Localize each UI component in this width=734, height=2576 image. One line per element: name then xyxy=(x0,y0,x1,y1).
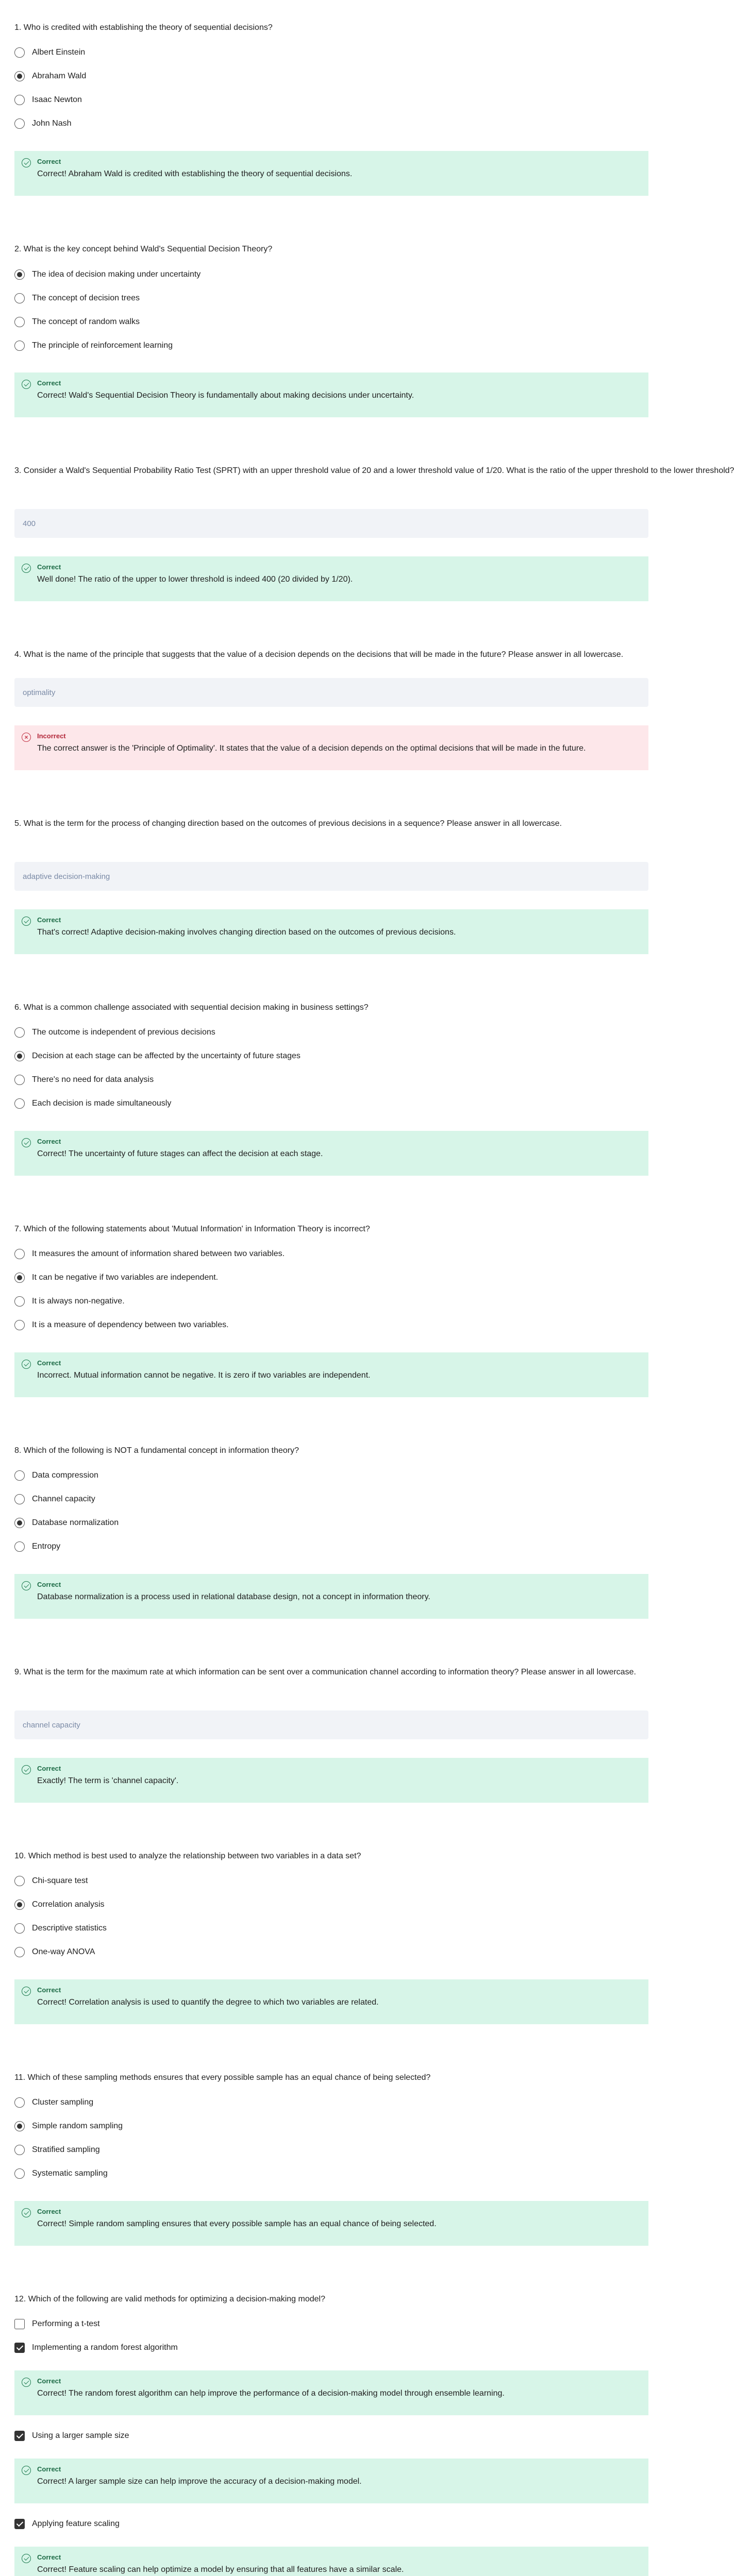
option-correlation-analysis[interactable]: Correlation analysis xyxy=(14,1897,105,1912)
radio-button[interactable] xyxy=(14,1027,25,1038)
check-circle-icon xyxy=(22,2554,31,2563)
option-t-test[interactable]: Performing a t-test xyxy=(14,2316,100,2332)
option-descriptive-statistics[interactable]: Descriptive statistics xyxy=(14,1921,107,1936)
option-feature-scaling[interactable]: Applying feature scaling xyxy=(14,2516,120,2532)
option-can-be-negative[interactable]: It can be negative if two variables are independent. xyxy=(14,1270,218,1285)
question-text: 11. Which of these sampling methods ensures that every possible sample has an equal chance of being selected? xyxy=(14,2073,431,2082)
answer-input[interactable]: adaptive decision-making xyxy=(14,862,648,891)
question-text: 3. Consider a Wald's Sequential Probability Ratio Test (SPRT) with an upper threshold value of 20 and a lower threshold value of 1/20. What is the ratio of the upper threshold to the lower threshold? xyxy=(14,466,734,475)
radio-button[interactable] xyxy=(14,1876,25,1886)
question-text: 10. Which method is best used to analyze the relationship between two variables in a data set? xyxy=(14,1852,361,1860)
option-john-nash[interactable]: John Nash xyxy=(14,116,72,131)
question-text: 4. What is the name of the principle that suggests that the value of a decision depends on the decisions that will be made in the future? Please answer in all lowercase. xyxy=(14,650,624,659)
feedback-correct: Correct Correct! Correlation analysis is used to quantify the degree to which two variables are related. xyxy=(14,1979,648,2024)
option-entropy[interactable]: Entropy xyxy=(14,1539,60,1554)
question-text: 12. Which of the following are valid methods for optimizing a decision-making model? xyxy=(14,2295,325,2303)
option-albert-einstein[interactable]: Albert Einstein xyxy=(14,45,85,60)
radio-button[interactable] xyxy=(14,118,25,129)
option-no-data-analysis[interactable]: There's no need for data analysis xyxy=(14,1072,154,1088)
radio-button[interactable] xyxy=(14,1296,25,1307)
radio-button[interactable] xyxy=(14,293,25,303)
radio-button[interactable] xyxy=(14,1947,25,1957)
feedback-correct: Correct Correct! Wald's Sequential Decision Theory is fundamentally about making decisions under uncertainty. xyxy=(14,372,648,417)
radio-button[interactable] xyxy=(14,1541,25,1552)
option-reinforcement-learning[interactable]: The principle of reinforcement learning xyxy=(14,338,173,353)
checkbox[interactable] xyxy=(14,2319,25,2329)
check-circle-icon xyxy=(22,1987,31,1996)
radio-button[interactable] xyxy=(14,1249,25,1259)
radio-button[interactable] xyxy=(14,2168,25,2179)
feedback-correct: Correct Correct! Abraham Wald is credited with establishing the theory of sequential decisions. xyxy=(14,151,648,196)
radio-button-selected[interactable] xyxy=(14,269,25,280)
radio-button[interactable] xyxy=(14,47,25,58)
check-circle-icon xyxy=(22,564,31,573)
question-text: 7. Which of the following statements about 'Mutual Information' in Information Theory is incorrect? xyxy=(14,1225,370,1233)
radio-button[interactable] xyxy=(14,2145,25,2155)
answer-input[interactable]: 400 xyxy=(14,509,648,538)
check-circle-icon xyxy=(22,2208,31,2217)
radio-button[interactable] xyxy=(14,1075,25,1085)
option-simultaneous-decision[interactable]: Each decision is made simultaneously xyxy=(14,1096,171,1111)
check-circle-icon xyxy=(22,380,31,389)
feedback-correct: Correct Correct! The random forest algorithm can help improve the performance of a decision-making model through ensemble learning. xyxy=(14,2370,648,2415)
answer-input[interactable]: channel capacity xyxy=(14,1710,648,1739)
feedback-correct: Correct Incorrect. Mutual information cannot be negative. It is zero if two variables are independent. xyxy=(14,1352,648,1397)
option-independent-outcome[interactable]: The outcome is independent of previous decisions xyxy=(14,1025,215,1040)
question-text: 1. Who is credited with establishing the theory of sequential decisions? xyxy=(14,23,273,32)
feedback-correct: Correct Correct! The uncertainty of future stages can affect the decision at each stage. xyxy=(14,1131,648,1176)
checkbox-checked[interactable] xyxy=(14,2431,25,2441)
question-text: 5. What is the term for the process of changing direction based on the outcomes of previous decisions in a sequence? Please answer in all lowercase. xyxy=(14,819,562,828)
radio-button[interactable] xyxy=(14,1470,25,1481)
radio-button[interactable] xyxy=(14,1098,25,1109)
option-always-non-negative[interactable]: It is always non-negative. xyxy=(14,1294,125,1309)
feedback-correct: Correct Correct! A larger sample size can help improve the accuracy of a decision-making model. xyxy=(14,2459,648,2503)
check-circle-icon xyxy=(22,2466,31,2475)
radio-button[interactable] xyxy=(14,1923,25,1934)
option-future-uncertainty[interactable]: Decision at each stage can be affected by the uncertainty of future stages xyxy=(14,1048,301,1064)
radio-button[interactable] xyxy=(14,95,25,105)
question-text: 6. What is a common challenge associated with sequential decision making in business settings? xyxy=(14,1003,369,1012)
option-larger-sample-size[interactable]: Using a larger sample size xyxy=(14,2428,129,2444)
option-abraham-wald[interactable]: Abraham Wald xyxy=(14,69,86,84)
question-text: 9. What is the term for the maximum rate at which information can be sent over a communication channel according to information theory? Please answer in all lowercase. xyxy=(14,1668,636,1676)
check-circle-icon xyxy=(22,1360,31,1369)
question-text: 2. What is the key concept behind Wald's Sequential Decision Theory? xyxy=(14,245,273,253)
radio-button[interactable] xyxy=(14,1494,25,1504)
radio-button-selected[interactable] xyxy=(14,2121,25,2131)
option-cluster-sampling[interactable]: Cluster sampling xyxy=(14,2095,93,2110)
radio-button[interactable] xyxy=(14,1320,25,1330)
check-circle-icon xyxy=(22,2378,31,2387)
radio-button-selected[interactable] xyxy=(14,1051,25,1061)
feedback-correct: Correct Exactly! The term is 'channel capacity'. xyxy=(14,1758,648,1803)
check-circle-icon xyxy=(22,1138,31,1147)
option-random-walks[interactable]: The concept of random walks xyxy=(14,314,140,330)
feedback-correct: Correct Correct! Simple random sampling ensures that every possible sample has an equal chance of being selected. xyxy=(14,2201,648,2246)
x-circle-icon: × xyxy=(22,733,31,742)
feedback-correct: Correct Database normalization is a process used in relational database design, not a concept in information theory. xyxy=(14,1574,648,1619)
checkbox-checked[interactable] xyxy=(14,2519,25,2529)
radio-button-selected[interactable] xyxy=(14,1518,25,1528)
option-stratified-sampling[interactable]: Stratified sampling xyxy=(14,2142,100,2158)
radio-button[interactable] xyxy=(14,341,25,351)
option-isaac-newton[interactable]: Isaac Newton xyxy=(14,92,82,108)
radio-button[interactable] xyxy=(14,317,25,327)
option-decision-under-uncertainty[interactable]: The idea of decision making under uncertainty xyxy=(14,267,201,282)
option-random-forest[interactable]: Implementing a random forest algorithm xyxy=(14,2340,178,2355)
checkbox-checked[interactable] xyxy=(14,2343,25,2353)
radio-button[interactable] xyxy=(14,2097,25,2108)
check-circle-icon xyxy=(22,1581,31,1590)
option-systematic-sampling[interactable]: Systematic sampling xyxy=(14,2166,108,2181)
check-circle-icon xyxy=(22,158,31,167)
option-measures-shared-info[interactable]: It measures the amount of information shared between two variables. xyxy=(14,1246,285,1262)
option-decision-trees[interactable]: The concept of decision trees xyxy=(14,291,140,306)
radio-button-selected[interactable] xyxy=(14,71,25,81)
option-channel-capacity[interactable]: Channel capacity xyxy=(14,1492,95,1507)
option-data-compression[interactable]: Data compression xyxy=(14,1468,98,1483)
feedback-correct: Correct That's correct! Adaptive decision-making involves changing direction based on the outcomes of previous decisions. xyxy=(14,909,648,954)
option-simple-random-sampling[interactable]: Simple random sampling xyxy=(14,2119,123,2134)
answer-input[interactable]: optimality xyxy=(14,678,648,707)
feedback-correct: Correct Well done! The ratio of the upper to lower threshold is indeed 400 (20 divided by 1/20). xyxy=(14,556,648,601)
option-database-normalization[interactable]: Database normalization xyxy=(14,1515,119,1531)
option-dependency-measure[interactable]: It is a measure of dependency between two variables. xyxy=(14,1317,229,1333)
feedback-incorrect: × Incorrect The correct answer is the 'Principle of Optimality'. It states that the value of a decision depends on the optimal decisions that will be made in the future. xyxy=(14,725,648,770)
option-chi-square[interactable]: Chi-square test xyxy=(14,1873,88,1889)
radio-button-selected[interactable] xyxy=(14,1900,25,1910)
radio-button-selected[interactable] xyxy=(14,1273,25,1283)
question-text: 8. Which of the following is NOT a fundamental concept in information theory? xyxy=(14,1446,299,1455)
feedback-correct: Correct Correct! Feature scaling can help optimize a model by ensuring that all features have a similar scale. xyxy=(14,2547,648,2576)
check-circle-icon xyxy=(22,1765,31,1774)
option-one-way-anova[interactable]: One-way ANOVA xyxy=(14,1944,95,1960)
check-circle-icon xyxy=(22,917,31,926)
